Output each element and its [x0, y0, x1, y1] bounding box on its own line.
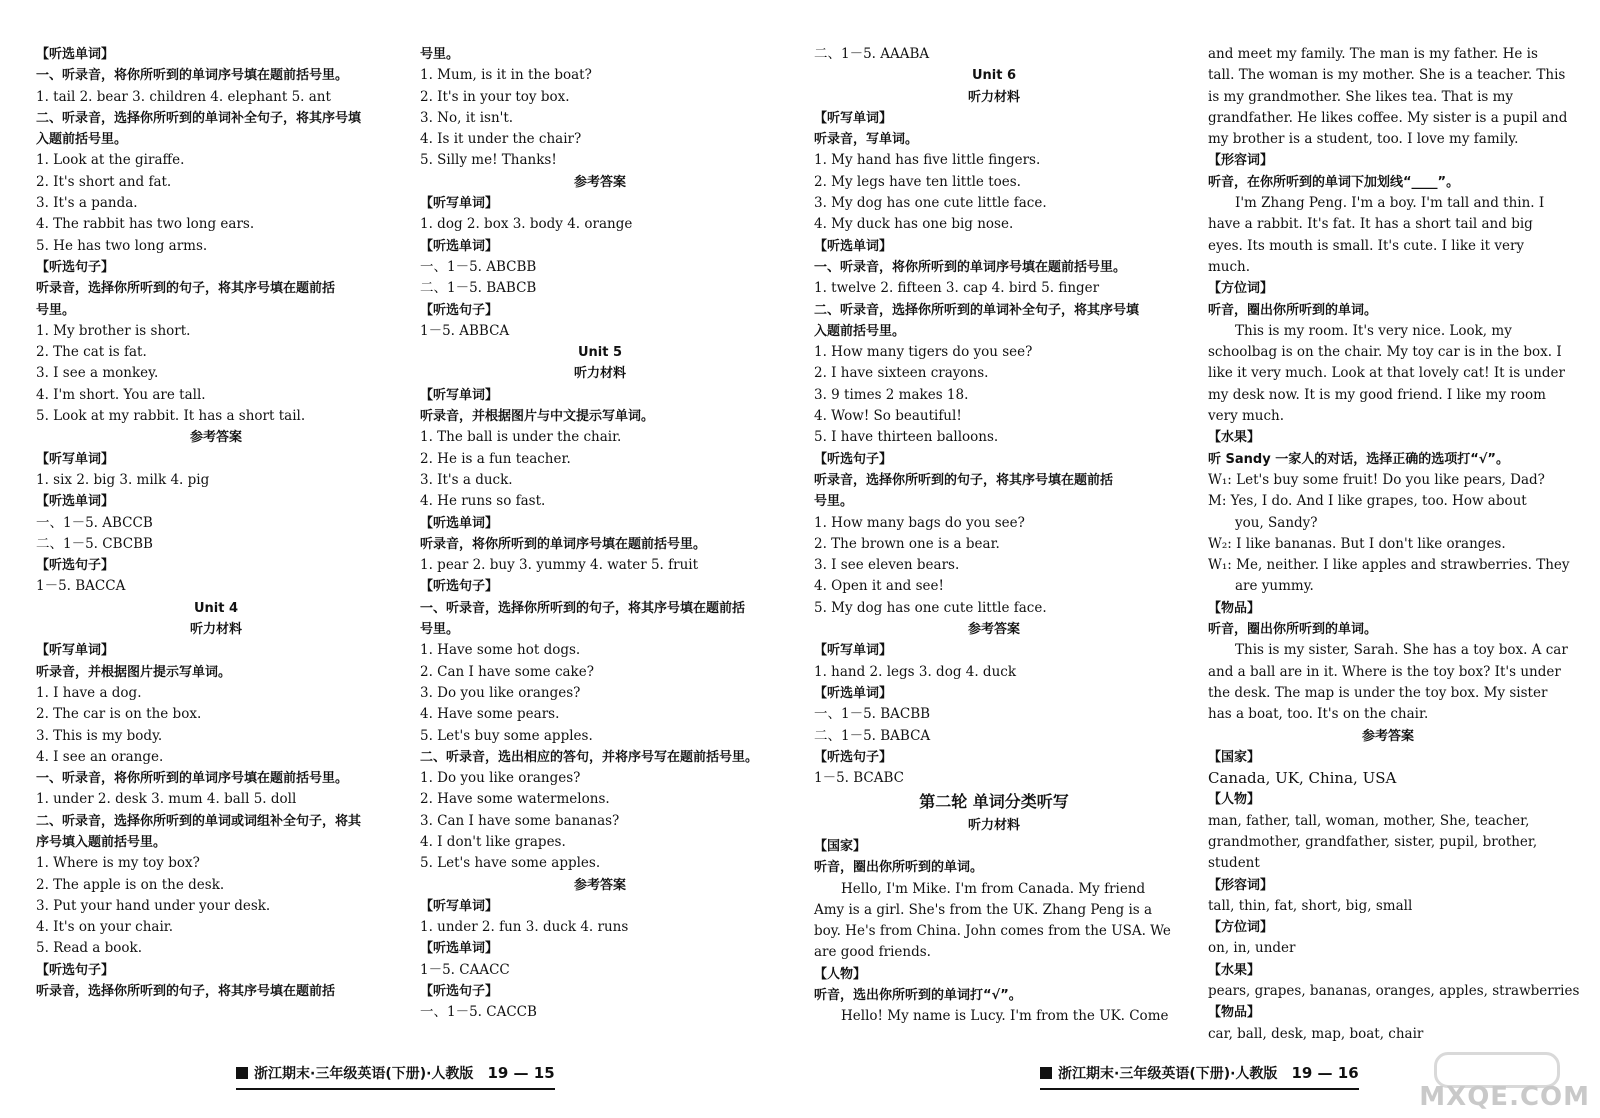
text-line: 5. Let's have some apples.	[420, 855, 601, 872]
text-line: 1－5. ABBCA	[420, 322, 510, 339]
text-line: Unit 5	[577, 345, 623, 361]
text-line: 【听选句子】	[36, 558, 115, 574]
text-line: are yummy.	[1235, 578, 1314, 595]
text-line: 二、1－5. CBCBB	[36, 535, 153, 552]
text-line: 1－5. BACCA	[36, 578, 126, 595]
text-line: 【听写单词】	[814, 643, 893, 659]
text-line: 2. The cat is fat.	[36, 344, 147, 361]
text-line: 1. My brother is short.	[36, 322, 191, 339]
text-line: 【听选单词】	[420, 941, 499, 957]
text-line: 入题前括号里。	[36, 132, 128, 148]
text-line: I'm Zhang Peng. I'm a boy. I'm tall and thin. I have a rabbit. It's fat. It has a short tail and big eyes. Its mouth is small. It's cute. I like it very much.	[1208, 195, 1545, 275]
text-line: 【人物】	[1208, 792, 1261, 808]
text-line: 【听选单词】	[36, 494, 115, 510]
text-line: 参考答案	[967, 622, 1020, 638]
text-line: 3. It's a panda.	[36, 195, 138, 212]
text-line: 4. Have some pears.	[420, 706, 560, 723]
text-line: on, in, under	[1208, 940, 1296, 957]
text-line: 听音，圈出你所听到的单词。	[814, 860, 984, 876]
text-line: 【形容词】	[1208, 153, 1274, 169]
text-line: 1. six 2. big 3. milk 4. pig	[36, 471, 210, 488]
text-line: 听录音，写单词。	[814, 132, 919, 148]
text-line: 4. Open it and see!	[814, 578, 944, 595]
text-line: 2. My legs have ten little toes.	[814, 173, 1021, 190]
text-line: 1. tail 2. bear 3. children 4. elephant 5. ant	[36, 88, 331, 105]
text-line: 听 Sandy 一家人的对话，选择正确的选项打“√”。	[1208, 451, 1509, 467]
watermark	[1370, 1052, 1590, 1112]
text-line: 二、听录音，选择你所听到的单词补全句子，将其序号填	[814, 302, 1140, 318]
text-line: 4. Is it under the chair?	[420, 131, 582, 148]
text-line: 号里。	[814, 494, 854, 510]
text-line: 【听写单词】	[420, 898, 499, 914]
text-line: 【听写单词】	[420, 387, 499, 403]
text-line: 5. Look at my rabbit. It has a short tail.	[36, 408, 306, 425]
text-line: 【听选句子】	[36, 962, 115, 978]
text-line: 二、1－5. BABCA	[814, 727, 931, 744]
text-line: car, ball, desk, map, boat, chair	[1208, 1025, 1424, 1042]
text-line: 3. Do you like oranges?	[420, 684, 581, 701]
text-line: 1－5. BCABC	[814, 770, 905, 787]
text-line: 5. Silly me! Thanks!	[420, 152, 557, 169]
page-number: 19 — 16	[1291, 1064, 1359, 1082]
text-line: 【听选单词】	[814, 238, 893, 254]
text-line: 4. I see an orange.	[36, 748, 164, 765]
text-line: 一、1－5. BACBB	[814, 706, 931, 723]
text-line: 3. Can I have some bananas?	[420, 812, 620, 829]
text-line: This is my room. It's very nice. Look, my schoolbag is on the chair. My toy car is in the box. I like it very much. Look at that lovely cat! It is under my desk now. It is my good friend. I like my room very much.	[1208, 322, 1565, 425]
text-line: 听音，圈出你所听到的单词。	[1208, 302, 1378, 318]
text-line: 【水果】	[1208, 430, 1261, 446]
text-line: M: Yes, I do. And I like grapes, too. How about	[1208, 493, 1527, 510]
text-line: 3. 9 times 2 makes 18.	[814, 386, 969, 403]
text-line: 【听选单词】	[36, 47, 115, 62]
text-line: 一、1－5. ABCCB	[36, 514, 153, 531]
text-line: 参考答案	[573, 877, 626, 893]
text-line: 2. The apple is on the desk.	[36, 876, 225, 893]
text-line: 二、听录音，选择你所听到的单词补全句子，将其序号填	[36, 110, 362, 126]
text-line: 一、听录音，选择你所听到的句子，将其序号填在题前括	[420, 600, 746, 616]
footer-square-icon	[1040, 1067, 1052, 1079]
text-line: 【物品】	[1208, 1005, 1261, 1021]
text-line: 3. I see eleven bears.	[814, 557, 960, 574]
text-line: 4. He runs so fast.	[420, 493, 546, 510]
text-line: Hello, I'm Mike. I'm from Canada. My friend Amy is a girl. She's from the UK. Zhang Peng is a boy. He's from China. John comes from the USA. We are good friends.	[814, 880, 1171, 961]
watermark-text: MXQE.COM	[1419, 1082, 1590, 1112]
text-line: 1. How many bags do you see?	[814, 514, 1025, 531]
text-line: 5. I have thirteen balloons.	[814, 429, 999, 446]
text-line: 【听选句子】	[420, 302, 499, 318]
text-line: 3. Put your hand under your desk.	[36, 897, 271, 914]
text-line: 4. It's on your chair.	[36, 919, 174, 936]
footer-rule	[1040, 1088, 1359, 1090]
footer-rule	[236, 1088, 555, 1090]
text-line: 5. Let's buy some apples.	[420, 727, 593, 744]
text-line: 【听写单词】	[36, 643, 115, 659]
text-line: 3. It's a duck.	[420, 471, 513, 488]
column-2	[420, 44, 780, 1024]
text-line: 1. pear 2. buy 3. yummy 4. water 5. fruit	[420, 557, 699, 574]
text-line: 【国家】	[814, 838, 867, 854]
text-line: 听力材料	[573, 366, 626, 382]
text-line: 【听选单词】	[420, 515, 499, 531]
text-line: 二、1－5. BABCB	[420, 280, 537, 297]
text-line: 号里。	[420, 622, 460, 638]
text-line: 4. The rabbit has two long ears.	[36, 216, 255, 233]
text-line: 序号填入题前括号里。	[36, 834, 167, 850]
text-line: 1－5. CAACC	[420, 961, 510, 978]
page-number: 19 — 15	[487, 1064, 555, 1082]
text-line: 3. My dog has one cute little face.	[814, 195, 1047, 212]
text-line: 2. He is a fun teacher.	[420, 450, 571, 467]
text-line: 【听写单词】	[36, 451, 115, 467]
text-line: 听录音，选择你所听到的句子，将其序号填在题前括	[814, 472, 1114, 488]
text-line: Hello! My name is Lucy. I'm from the UK. Come	[841, 1008, 1169, 1025]
text-line: 参考答案	[1361, 728, 1414, 744]
text-line: 【方位词】	[1208, 281, 1274, 297]
text-line: 【方位词】	[1208, 920, 1274, 936]
footer-left	[236, 1060, 555, 1086]
text-line: 听音，在你所听到的单词下加划线“____”。	[1208, 174, 1460, 190]
text-line: 2. The brown one is a bear.	[814, 535, 1000, 552]
text-line: 听录音，将你所听到的单词序号填在题前括号里。	[420, 536, 707, 552]
text-line: 1. under 2. desk 3. mum 4. ball 5. doll	[36, 791, 297, 808]
text-line: Unit 6	[971, 68, 1017, 84]
text-line: 【人物】	[814, 966, 867, 982]
text-line: 参考答案	[189, 430, 242, 446]
text-line: 1. My hand has five little fingers.	[814, 152, 1041, 169]
text-line: 1. I have a dog.	[36, 684, 142, 701]
column-4	[1208, 44, 1580, 1045]
text-line: 1. Where is my toy box?	[36, 855, 200, 872]
text-line: 听录音，并根据图片与中文提示写单词。	[420, 409, 655, 425]
text-line: 2. Have some watermelons.	[420, 791, 610, 808]
text-line: 【水果】	[1208, 962, 1261, 978]
text-line: 2. I have sixteen crayons.	[814, 365, 989, 382]
text-line: W₁: Me, neither. I like apples and strawberries. They	[1208, 557, 1570, 574]
text-line: 1. Mum, is it in the boat?	[420, 67, 592, 84]
text-line: Canada, UK, China, USA	[1208, 769, 1397, 788]
text-line: 【国家】	[1208, 749, 1261, 765]
text-line: 【听选单词】	[420, 238, 499, 254]
text-line: 听力材料	[967, 817, 1020, 833]
text-line: 听力材料	[189, 622, 242, 638]
text-line: This is my sister, Sarah. She has a toy box. A car and a ball are in it. Where is the toy box? It's under the desk. The map is under the toy box. My sister has a boat, too. It's on the chair.	[1208, 642, 1568, 723]
text-line: Unit 4	[193, 600, 239, 616]
footer-label: 浙江期末·三年级英语(下册)·人教版	[1058, 1066, 1278, 1082]
text-line: 听录音，选择你所听到的句子，将其序号填在题前括	[36, 984, 336, 1000]
text-line: 1. How many tigers do you see?	[814, 344, 1033, 361]
text-line: 听音，圈出你所听到的单词。	[1208, 622, 1378, 638]
text-line: 1. Have some hot dogs.	[420, 642, 581, 659]
text-line: 【听写单词】	[420, 196, 499, 212]
text-line: 2. It's in your toy box.	[420, 88, 570, 105]
text-line: 4. I'm short. You are tall.	[36, 386, 206, 403]
text-line: pears, grapes, bananas, oranges, apples, strawberries	[1208, 983, 1580, 1000]
column-1	[36, 44, 396, 1002]
text-line: 一、1－5. CACCB	[420, 1004, 537, 1021]
text-line: 3. This is my body.	[36, 727, 163, 744]
text-line: 【听选句子】	[36, 259, 115, 275]
text-line: 1. The ball is under the chair.	[420, 429, 622, 446]
footer-label: 浙江期末·三年级英语(下册)·人教版	[254, 1066, 474, 1082]
text-line: 1. dog 2. box 3. body 4. orange	[420, 216, 633, 233]
text-line: tall, thin, fat, short, big, small	[1208, 897, 1413, 914]
footer-square-icon	[236, 1067, 248, 1079]
text-line: 【听写单词】	[814, 110, 893, 126]
text-line: W₁: Let's buy some fruit! Do you like pears, Dad?	[1208, 471, 1545, 488]
text-line: 1. twelve 2. fifteen 3. cap 4. bird 5. finger	[814, 280, 1100, 297]
text-line: 第二轮 单词分类听写	[919, 792, 1069, 812]
text-line: 【听选句子】	[814, 451, 893, 467]
text-line: 1. under 2. fun 3. duck 4. runs	[420, 919, 629, 936]
text-line: 5. Read a book.	[36, 940, 143, 957]
text-line: 4. I don't like grapes.	[420, 833, 566, 850]
text-line: 2. The car is on the box.	[36, 706, 202, 723]
text-line: 听录音，选择你所听到的句子，将其序号填在题前括	[36, 281, 336, 297]
text-line: 5. He has two long arms.	[36, 237, 208, 254]
text-line: 一、听录音，将你所听到的单词序号填在题前括号里。	[814, 259, 1127, 275]
text-line: 【听选句子】	[420, 579, 499, 595]
text-line: 号里。	[420, 47, 460, 62]
text-line: 3. I see a monkey.	[36, 365, 159, 382]
text-line: 【物品】	[1208, 600, 1261, 616]
text-line: 入题前括号里。	[814, 323, 906, 339]
text-line: 2. Can I have some cake?	[420, 663, 594, 680]
text-line: 2. It's short and fat.	[36, 173, 172, 190]
text-line: 【听选句子】	[420, 984, 499, 1000]
column-3	[814, 44, 1174, 1028]
text-line: 一、1－5. ABCBB	[420, 258, 537, 275]
text-line: 【形容词】	[1208, 877, 1274, 893]
text-line: 4. Wow! So beautiful!	[814, 408, 962, 425]
text-line: 听录音，并根据图片提示写单词。	[36, 664, 232, 680]
text-line: 二、1－5. AAABA	[814, 46, 930, 62]
text-line: 参考答案	[573, 174, 626, 190]
text-line: 二、听录音，选出相应的答句，并将序号写在题前括号里。	[420, 749, 759, 765]
text-line: 号里。	[36, 302, 76, 318]
text-line: 一、听录音，将你所听到的单词序号填在题前括号里。	[36, 771, 349, 787]
text-line: 1. Look at the giraffe.	[36, 152, 185, 169]
footer-right	[1040, 1060, 1359, 1086]
text-line: you, Sandy?	[1235, 514, 1318, 531]
text-line: and meet my family. The man is my father. He is tall. The woman is my mother. She is a teacher. This is my grandmother. She likes tea. That is my grandfather. He likes coffee. My sister is a pupil and my brother is a student, too. I love my family.	[1208, 46, 1568, 148]
text-line: 二、听录音，选择你所听到的单词或词组补全句子，将其	[36, 813, 362, 829]
text-line: 听力材料	[967, 89, 1020, 105]
text-line: 4. My duck has one big nose.	[814, 216, 1014, 233]
text-line: man, father, tall, woman, mother, She, teacher, grandmother, grandfather, sister, pupil, brother, student	[1208, 812, 1538, 872]
text-line: 【听选句子】	[814, 749, 893, 765]
text-line: 1. Do you like oranges?	[420, 770, 581, 787]
text-line: 1. hand 2. legs 3. dog 4. duck	[814, 663, 1017, 680]
text-line: W₂: I like bananas. But I don't like oranges.	[1208, 535, 1506, 552]
text-line: 【听选单词】	[814, 685, 893, 701]
text-line: 3. No, it isn't.	[420, 109, 514, 126]
text-line: 听音，选出你所听到的单词打“√”。	[814, 988, 1022, 1004]
text-line: 5. My dog has one cute little face.	[814, 599, 1047, 616]
text-line: 一、听录音，将你所听到的单词序号填在题前括号里。	[36, 68, 349, 84]
